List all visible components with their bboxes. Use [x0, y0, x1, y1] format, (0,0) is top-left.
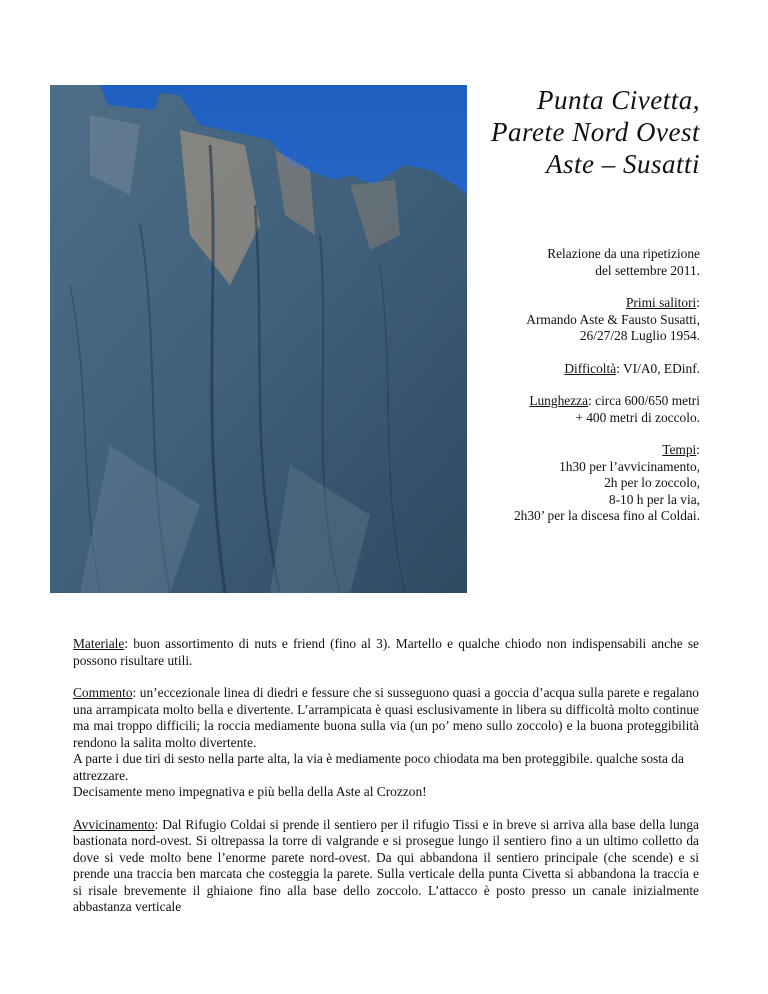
primi-line-2: 26/27/28 Luglio 1954. [579, 328, 700, 343]
tempi [400, 442, 700, 525]
difficolta-value: : VI/A0, EDinf. [616, 360, 700, 376]
commento-text: : un’eccezionale linea di diedri e fessure che si susseguono quasi a goccia d’acqua sulla parete e regalano una arrampicata molto bella e divertente. L’arrampicata è quasi esclusivamente in libera su difficoltà molto continue ma mai troppo difficili; la roccia mediamente buona sulla via (un po’ meno sullo zoccolo) e la buona proteggibilità rendono la salita molto divertente. [73, 685, 699, 750]
commento-line-3: Decisamente meno impegnativa e più bella della Aste al Crozzon! [73, 784, 427, 799]
commento-label: Commento [73, 685, 133, 700]
tempi-line-3: 8-10 h per la via, [608, 491, 700, 507]
primi-heading: Primi salitori: [625, 295, 700, 310]
materiale-text: : buon assortimento di nuts e friend (fino al 3). Martello e qualche chiodo non indispensabili anche se possono risultare utili. [73, 636, 699, 668]
difficolta-label: Difficoltà [564, 360, 617, 376]
relazione-line-2: del settembre 2011. [595, 262, 700, 278]
difficolta [400, 361, 700, 378]
primi-line-1: Armando Aste & Fausto Susatti, [526, 311, 700, 327]
materiale-paragraph [73, 636, 699, 669]
body-text [73, 636, 699, 932]
lunghezza-line [400, 393, 700, 410]
title-line-1: Punta Civetta, [537, 85, 700, 115]
lunghezza-line-2: + 400 metri di zoccolo. [575, 409, 700, 425]
tempi-heading: Tempi: [662, 442, 700, 457]
title-line-2: Parete Nord Ovest [491, 117, 700, 147]
tempi-label: Tempi [662, 442, 697, 457]
lunghezza [400, 393, 700, 426]
commento-paragraph [73, 685, 699, 801]
difficolta-line [400, 361, 700, 378]
primi-label: Primi salitori [625, 295, 697, 310]
route-title [380, 84, 700, 180]
route-info [400, 246, 700, 541]
relazione [400, 246, 700, 279]
title-line-3: Aste – Susatti [546, 149, 700, 179]
materiale-label: Materiale [73, 636, 125, 651]
relazione-line-1: Relazione da una ripetizione [547, 246, 700, 261]
tempi-line-4: 2h30’ per la discesa fino al Coldai. [513, 508, 700, 523]
primi-salitori [400, 295, 700, 345]
avvicinamento-paragraph [73, 817, 699, 916]
avvicinamento-text: : Dal Rifugio Coldai si prende il sentiero per il rifugio Tissi e in breve si arriva alla base della lunga bastionata nord-ovest. Si oltrepassa la torre di valgrande e si prosegue lungo il sentiero fino a un ultimo colletto da dove si vede molto bene l’enorme parete nord-ovest. Da qui abbandona il sentiero principale (che scende) e si prende una traccia ben marcata che costeggia la parete. Sulla verticale della punta Civetta si abbandona la traccia e si risale brevemente il ghiaione fino alla base dello zoccolo. L’attacco è posto presso un canale inizialmente abbastanza verticale [73, 816, 699, 914]
avvicinamento-label: Avvicinamento [73, 816, 155, 832]
tempi-line-1: 1h30 per l’avvicinamento, [559, 458, 700, 474]
lunghezza-label: Lunghezza [529, 393, 589, 408]
tempi-line-2: 2h per lo zoccolo, [604, 475, 700, 490]
lunghezza-value: : circa 600/650 metri [588, 393, 700, 408]
commento-line-2: A parte i due tiri di sesto nella parte alta, la via è mediamente poco chiodata ma ben proteggibile. qualche sosta da attrezzare. [73, 751, 684, 783]
